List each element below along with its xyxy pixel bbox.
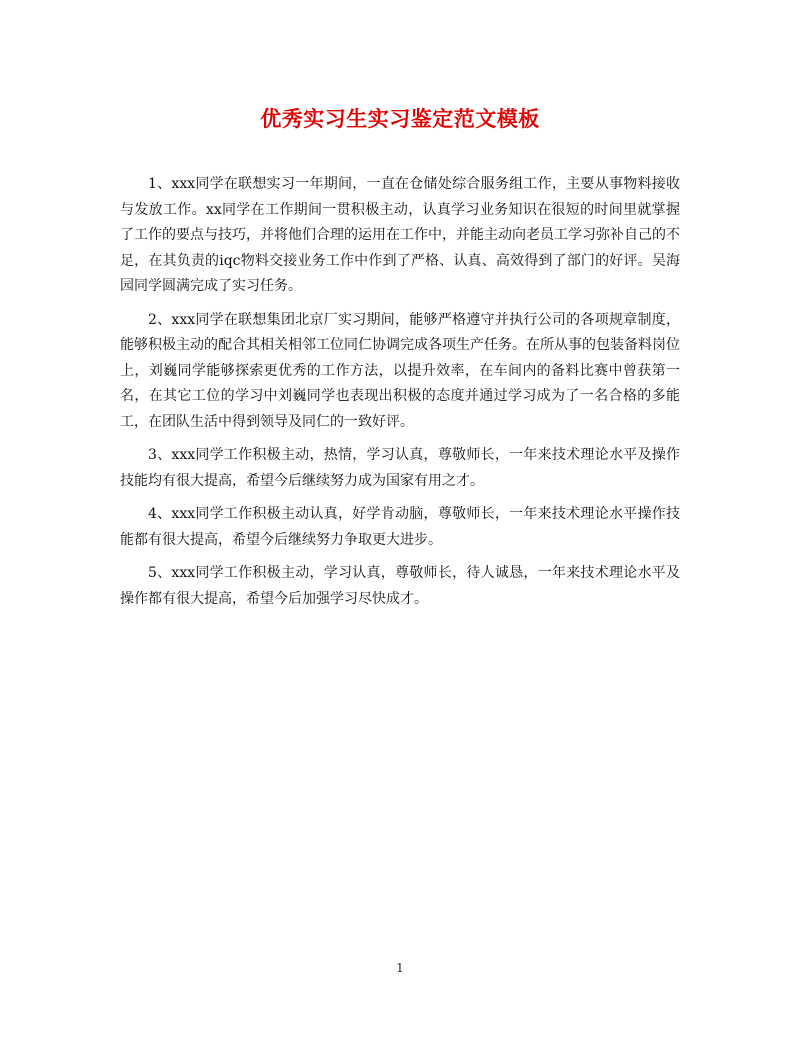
page-number: 1 bbox=[396, 961, 404, 975]
paragraph-4: 4、xxx同学工作积极主动认真，好学肯动脑，尊敬师长，一年来技术理论水平操作技能都有很大提高，希望今后继续努力争取更大进步。 bbox=[120, 506, 680, 548]
paragraph-5: 5、xxx同学工作积极主动，学习认真，尊敬师长，待人诚恳，一年来技术理论水平及操作都有很大提高，希望今后加强学习尽快成才。 bbox=[120, 565, 680, 607]
paragraph-2: 2、xxx同学在联想集团北京厂实习期间，能够严格遵守并执行公司的各项规章制度，能够积极主动的配合其相关相邻工位同仁协调完成各项生产任务。在所从事的包装备料岗位上，刘巍同学能够探索更优秀的工作方法，以提升效率，在车间内的备料比赛中曾获第一名，在其它工位的学习中刘巍同学也表现出积极的态度并通过学习成为了一名合格的多能工，在团队生活中得到领导及同仁的一致好评。 bbox=[120, 311, 680, 430]
document-body bbox=[120, 172, 694, 620]
document-title: 优秀实习生实习鉴定范文模板 bbox=[260, 106, 540, 131]
paragraph-3: 3、xxx同学工作积极主动，热情，学习认真，尊敬师长，一年来技术理论水平及操作技能均有很大提高，希望今后继续努力成为国家有用之才。 bbox=[120, 447, 680, 489]
paragraph-1: 1、xxx同学在联想实习一年期间，一直在仓储处综合服务组工作，主要从事物料接收与发放工作。xx同学在工作期间一贯积极主动，认真学习业务知识在很短的时间里就掌握 了工作的要点与技巧，并将他们合理的运用在工作中，并能主动向老员工学习弥补自己的不足，在其负责的iqc物料交接业务工作中作到了严格、认真、高效得到了部门的好评。吴海园同学圆满完成了实习任务。 bbox=[120, 176, 694, 294]
